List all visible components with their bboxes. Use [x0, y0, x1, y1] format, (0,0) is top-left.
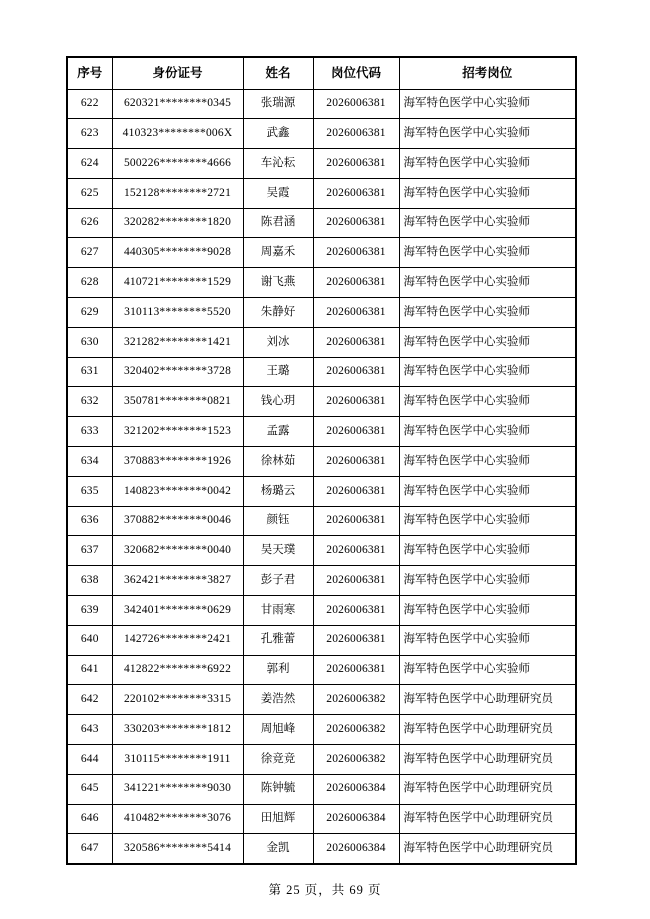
cell-id: 220102********3315 [112, 685, 243, 715]
cell-post: 海军特色医学中心实验师 [399, 238, 576, 268]
cell-index: 643 [67, 715, 112, 745]
cell-id: 152128********2721 [112, 178, 243, 208]
table-row [67, 804, 576, 834]
cell-id: 320586********5414 [112, 834, 243, 864]
cell-post: 海军特色医学中心实验师 [399, 357, 576, 387]
cell-id: 500226********4666 [112, 149, 243, 179]
table-body [67, 89, 576, 864]
table-row [67, 834, 576, 864]
cell-index: 627 [67, 238, 112, 268]
cell-code: 2026006381 [313, 357, 399, 387]
cell-code: 2026006381 [313, 119, 399, 149]
cell-name: 刘冰 [243, 327, 313, 357]
table-row [67, 417, 576, 447]
page-footer: 第 25 页，共 69 页 [268, 883, 382, 897]
cell-name: 吴霞 [243, 178, 313, 208]
cell-index: 637 [67, 536, 112, 566]
cell-id: 410323********006X [112, 119, 243, 149]
cell-code: 2026006381 [313, 89, 399, 119]
cell-id: 321282********1421 [112, 327, 243, 357]
cell-name: 周嘉禾 [243, 238, 313, 268]
table-row [67, 476, 576, 506]
table-row [67, 298, 576, 328]
cell-name: 陈钟毓 [243, 774, 313, 804]
cell-index: 624 [67, 149, 112, 179]
cell-name: 彭子君 [243, 566, 313, 596]
cell-post: 海军特色医学中心实验师 [399, 506, 576, 536]
cell-index: 625 [67, 178, 112, 208]
cell-id: 362421********3827 [112, 566, 243, 596]
cell-post: 海军特色医学中心助理研究员 [399, 685, 576, 715]
cell-code: 2026006381 [313, 417, 399, 447]
table-row [67, 774, 576, 804]
col-header-name: 姓名 [243, 57, 313, 89]
cell-post: 海军特色医学中心实验师 [399, 625, 576, 655]
cell-id: 310115********1911 [112, 745, 243, 775]
cell-code: 2026006381 [313, 149, 399, 179]
col-header-index: 序号 [67, 57, 112, 89]
cell-id: 320402********3728 [112, 357, 243, 387]
cell-code: 2026006382 [313, 685, 399, 715]
table-row [67, 357, 576, 387]
cell-index: 628 [67, 268, 112, 298]
cell-id: 370882********0046 [112, 506, 243, 536]
cell-name: 郭利 [243, 655, 313, 685]
cell-code: 2026006381 [313, 178, 399, 208]
cell-post: 海军特色医学中心助理研究员 [399, 715, 576, 745]
cell-id: 410721********1529 [112, 268, 243, 298]
cell-index: 635 [67, 476, 112, 506]
cell-name: 朱静好 [243, 298, 313, 328]
table-row [67, 715, 576, 745]
cell-id: 412822********6922 [112, 655, 243, 685]
table-row [67, 745, 576, 775]
cell-post: 海军特色医学中心实验师 [399, 178, 576, 208]
table-row [67, 327, 576, 357]
table-row [67, 89, 576, 119]
cell-id: 320682********0040 [112, 536, 243, 566]
col-header-position-code: 岗位代码 [313, 57, 399, 89]
cell-id: 142726********2421 [112, 625, 243, 655]
cell-post: 海军特色医学中心实验师 [399, 566, 576, 596]
cell-name: 车沁耘 [243, 149, 313, 179]
cell-id: 620321********0345 [112, 89, 243, 119]
cell-post: 海军特色医学中心实验师 [399, 208, 576, 238]
table-row [67, 119, 576, 149]
cell-code: 2026006381 [313, 566, 399, 596]
cell-code: 2026006381 [313, 447, 399, 477]
cell-name: 张瑞源 [243, 89, 313, 119]
cell-id: 342401********0629 [112, 596, 243, 626]
cell-id: 140823********0042 [112, 476, 243, 506]
cell-post: 海军特色医学中心助理研究员 [399, 834, 576, 864]
cell-id: 341221********9030 [112, 774, 243, 804]
cell-name: 孟露 [243, 417, 313, 447]
cell-post: 海军特色医学中心实验师 [399, 327, 576, 357]
cell-id: 321202********1523 [112, 417, 243, 447]
cell-name: 杨璐云 [243, 476, 313, 506]
cell-code: 2026006381 [313, 655, 399, 685]
cell-index: 645 [67, 774, 112, 804]
cell-code: 2026006381 [313, 208, 399, 238]
cell-name: 钱心玥 [243, 387, 313, 417]
cell-code: 2026006381 [313, 387, 399, 417]
cell-name: 孔雅蕾 [243, 625, 313, 655]
table-row [67, 178, 576, 208]
table-row [67, 506, 576, 536]
cell-index: 641 [67, 655, 112, 685]
header-row [67, 57, 576, 89]
table-row [67, 566, 576, 596]
table-row [67, 387, 576, 417]
cell-post: 海军特色医学中心助理研究员 [399, 774, 576, 804]
cell-code: 2026006381 [313, 625, 399, 655]
table-row [67, 685, 576, 715]
table-row [67, 268, 576, 298]
cell-code: 2026006381 [313, 327, 399, 357]
table-header [67, 57, 576, 89]
cell-post: 海军特色医学中心实验师 [399, 417, 576, 447]
cell-code: 2026006381 [313, 506, 399, 536]
cell-post: 海军特色医学中心实验师 [399, 655, 576, 685]
cell-code: 2026006384 [313, 774, 399, 804]
cell-id: 440305********9028 [112, 238, 243, 268]
cell-index: 634 [67, 447, 112, 477]
cell-index: 626 [67, 208, 112, 238]
cell-post: 海军特色医学中心实验师 [399, 476, 576, 506]
cell-index: 646 [67, 804, 112, 834]
cell-index: 631 [67, 357, 112, 387]
cell-code: 2026006381 [313, 268, 399, 298]
table-row [67, 655, 576, 685]
cell-code: 2026006382 [313, 715, 399, 745]
table-row [67, 596, 576, 626]
cell-name: 武鑫 [243, 119, 313, 149]
cell-code: 2026006382 [313, 745, 399, 775]
cell-name: 甘雨寒 [243, 596, 313, 626]
cell-name: 徐林茹 [243, 447, 313, 477]
cell-post: 海军特色医学中心实验师 [399, 268, 576, 298]
cell-code: 2026006381 [313, 596, 399, 626]
cell-name: 金凯 [243, 834, 313, 864]
cell-code: 2026006381 [313, 238, 399, 268]
table-row [67, 536, 576, 566]
cell-name: 姜浩然 [243, 685, 313, 715]
cell-code: 2026006381 [313, 536, 399, 566]
cell-id: 410482********3076 [112, 804, 243, 834]
cell-index: 630 [67, 327, 112, 357]
cell-index: 639 [67, 596, 112, 626]
table-row [67, 208, 576, 238]
cell-post: 海军特色医学中心实验师 [399, 536, 576, 566]
cell-id: 350781********0821 [112, 387, 243, 417]
applicant-table [66, 56, 577, 865]
table-row [67, 447, 576, 477]
cell-name: 吴天璞 [243, 536, 313, 566]
cell-post: 海军特色医学中心助理研究员 [399, 745, 576, 775]
cell-index: 642 [67, 685, 112, 715]
cell-post: 海军特色医学中心实验师 [399, 447, 576, 477]
cell-id: 370883********1926 [112, 447, 243, 477]
cell-index: 647 [67, 834, 112, 864]
cell-index: 636 [67, 506, 112, 536]
cell-name: 王璐 [243, 357, 313, 387]
cell-index: 633 [67, 417, 112, 447]
cell-code: 2026006381 [313, 298, 399, 328]
cell-post: 海军特色医学中心实验师 [399, 149, 576, 179]
cell-name: 田旭辉 [243, 804, 313, 834]
cell-code: 2026006384 [313, 834, 399, 864]
cell-index: 622 [67, 89, 112, 119]
cell-post: 海军特色医学中心实验师 [399, 119, 576, 149]
cell-name: 周旭峰 [243, 715, 313, 745]
cell-id: 320282********1820 [112, 208, 243, 238]
cell-code: 2026006381 [313, 476, 399, 506]
cell-code: 2026006384 [313, 804, 399, 834]
cell-name: 谢飞燕 [243, 268, 313, 298]
cell-id: 330203********1812 [112, 715, 243, 745]
table-row [67, 149, 576, 179]
cell-index: 629 [67, 298, 112, 328]
table-row [67, 238, 576, 268]
cell-name: 颜钰 [243, 506, 313, 536]
col-header-id-number: 身份证号 [112, 57, 243, 89]
cell-index: 640 [67, 625, 112, 655]
cell-id: 310113********5520 [112, 298, 243, 328]
cell-index: 644 [67, 745, 112, 775]
cell-name: 陈君涵 [243, 208, 313, 238]
cell-post: 海军特色医学中心实验师 [399, 596, 576, 626]
cell-index: 638 [67, 566, 112, 596]
cell-index: 632 [67, 387, 112, 417]
cell-name: 徐竞竞 [243, 745, 313, 775]
cell-index: 623 [67, 119, 112, 149]
cell-post: 海军特色医学中心实验师 [399, 387, 576, 417]
cell-post: 海军特色医学中心助理研究员 [399, 804, 576, 834]
cell-post: 海军特色医学中心实验师 [399, 89, 576, 119]
table-row [67, 625, 576, 655]
cell-post: 海军特色医学中心实验师 [399, 298, 576, 328]
col-header-position-title: 招考岗位 [399, 57, 576, 89]
